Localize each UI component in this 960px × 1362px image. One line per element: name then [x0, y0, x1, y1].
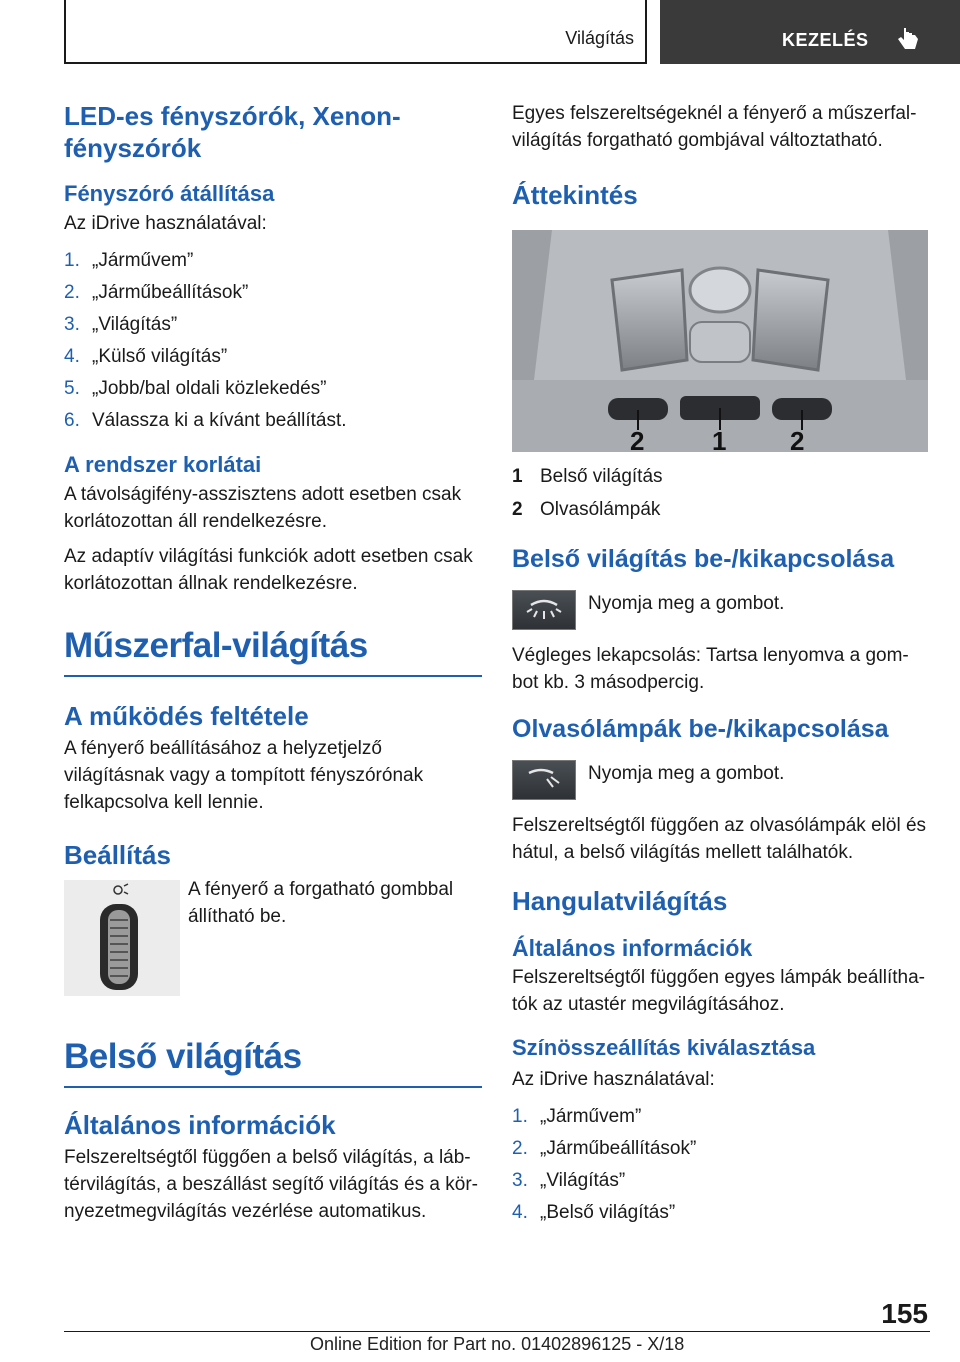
list-item: 1. „Járművem”	[64, 250, 194, 271]
footer-rule	[64, 1331, 930, 1332]
overview-heading: Áttekintés	[512, 180, 638, 210]
list-item: 5. „Jobb/bal oldali közlekedés”	[64, 378, 327, 399]
overhead-console-illustration	[512, 230, 928, 452]
press-button-text: Nyomja meg a gombot.	[588, 593, 785, 614]
color-steps	[512, 1101, 930, 1229]
photo-legend	[512, 460, 930, 526]
interior-lighting-heading: Belső világítás	[64, 1036, 482, 1088]
footer-edition: Online Edition for Part no. 01402896125 - X/18	[310, 1334, 685, 1354]
color-intro: Az iDrive használatával:	[512, 1069, 715, 1090]
header-section-title: Világítás	[565, 28, 634, 48]
aiming-heading: Fényszóró átállítása	[64, 181, 275, 206]
press-button-text-2: Nyomja meg a gombot.	[588, 763, 785, 784]
interior-light-button-icon	[512, 590, 576, 630]
color-selection-heading: Színösszeállítás kiválasztása	[512, 1035, 816, 1060]
list-item: 3. „Világítás”	[64, 314, 178, 335]
thumbwheel-image	[64, 880, 180, 996]
header-chapter-tab[interactable]	[660, 0, 960, 64]
legend-item: 1 Belső világítás	[512, 466, 663, 487]
setting-paragraph: A fényerő a forgatható gombbal állítható be.	[188, 879, 454, 927]
header-frame	[64, 0, 647, 64]
ambient-general-paragraph: Felszereltségtől függően egyes lámpák beállítha-tók az utastér megvilágításához.	[512, 967, 925, 1015]
pointing-hand-icon	[896, 26, 920, 54]
reading-switch-heading: Olvasólámpák be-/kikapcsolása	[512, 715, 889, 743]
reading-light-button-icon	[512, 760, 576, 800]
ambient-general-heading: Általános információk	[512, 935, 753, 961]
limits-heading: A rendszer korlátai	[64, 452, 262, 477]
interior-switch-heading: Belső világítás be-/kikapcsolása	[512, 545, 895, 573]
interior-switch-row	[512, 590, 930, 630]
condition-heading: A működés feltétele	[64, 701, 309, 731]
list-item: 2. „Járműbeállítások”	[64, 282, 249, 303]
dashboard-lighting-heading: Műszerfal-világítás	[64, 625, 482, 677]
thumbwheel-icon	[64, 880, 180, 996]
list-item: 2. „Járműbeállítások”	[512, 1138, 697, 1159]
led-headlights-heading: LED-es fényszórók, Xenon-fényszórók	[64, 101, 401, 163]
setting-block	[64, 880, 482, 996]
reading-lamps-paragraph: Felszereltségtől függően az olvasólámpák elöl és hátul, a belső világítás mellett találhatók.	[512, 815, 927, 863]
list-item: 3. „Világítás”	[512, 1170, 626, 1191]
condition-paragraph: A fényerő beállításához a helyzetjelző világításnak vagy a tompított fényszórónak felkapcsolva kell lennie.	[64, 738, 424, 813]
legend-item: 2 Olvasólámpák	[512, 499, 661, 520]
page-number: 155	[881, 1298, 928, 1329]
photo-label-right: 2	[790, 426, 805, 456]
overhead-console-photo	[512, 230, 928, 456]
list-item: 1. „Járművem”	[512, 1106, 642, 1127]
list-item: 4. „Belső világítás”	[512, 1202, 676, 1223]
aiming-steps	[64, 245, 482, 437]
general-info-heading: Általános információk	[64, 1110, 336, 1140]
ambient-heading: Hangulatvilágítás	[512, 886, 728, 916]
general-info-paragraph: Felszereltségtől függően a belső világítás, a láb-térvilágítás, a beszállást segítő világítás és a kör-nyezetmegvilágítás vezérlése automatikus.	[64, 1147, 478, 1222]
list-item: 4. „Külső világítás”	[64, 346, 228, 367]
right-column	[512, 100, 930, 1229]
setting-heading: Beállítás	[64, 840, 171, 870]
photo-label-center: 1	[712, 426, 727, 456]
list-item: 6. Válassza ki a kívánt beállítást.	[64, 410, 347, 431]
reading-switch-row	[512, 760, 930, 800]
intro-paragraph: Egyes felszereltségeknél a fényerő a műszerfal-világítás forgatható gombjával változtatható.	[512, 103, 917, 151]
left-column	[64, 100, 482, 1225]
permanent-off-paragraph: Végleges lekapcsolás: Tartsa lenyomva a gom-bot kb. 3 másodpercig.	[512, 645, 909, 693]
limits-paragraph-1: A távolságifény-asszisztens adott esetben csak korlátozottan áll rendelkezésre.	[64, 484, 462, 532]
photo-label-left: 2	[630, 426, 645, 456]
limits-paragraph-2: Az adaptív világítási funkciók adott esetben csak korlátozottan állnak rendelkezésre.	[64, 546, 473, 594]
aiming-intro: Az iDrive használatával:	[64, 213, 267, 234]
header-chapter-label: KEZELÉS	[782, 30, 869, 50]
